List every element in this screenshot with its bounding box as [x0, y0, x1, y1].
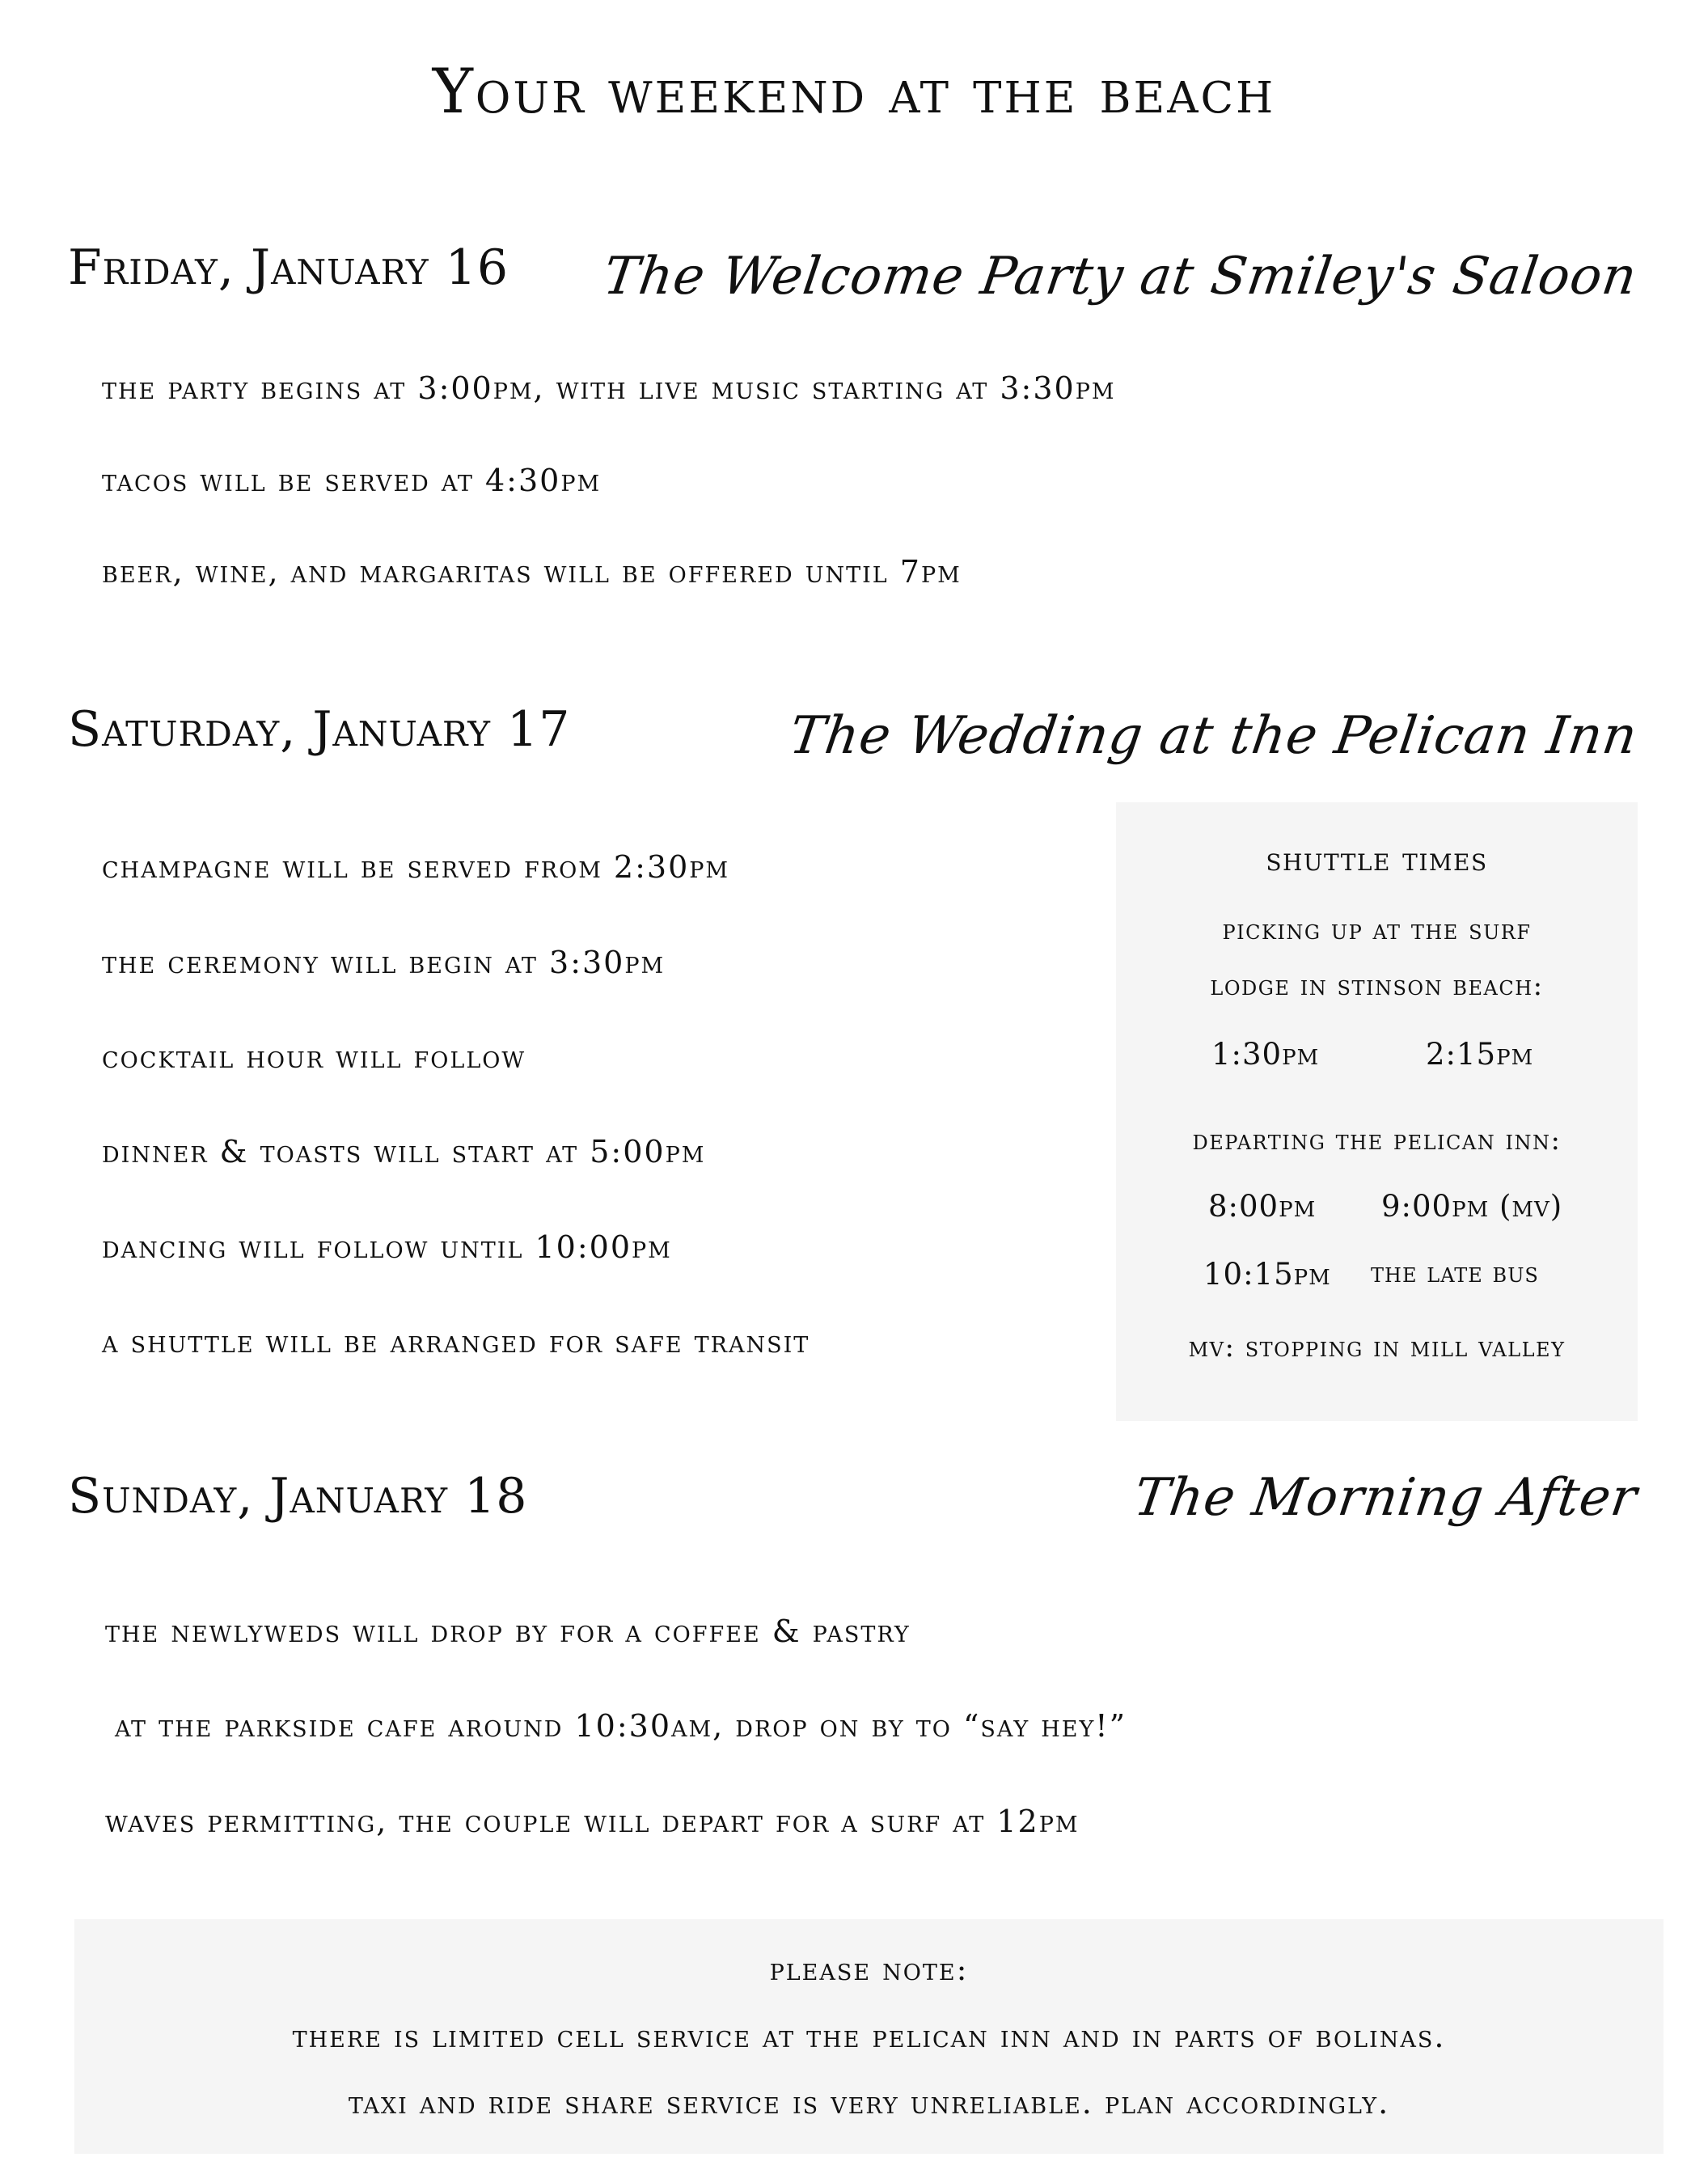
shuttle-footnote: mv: stopping in mill valley: [1188, 1331, 1566, 1364]
friday-event-title: The Welcome Party at Smiley's Saloon: [600, 247, 1642, 307]
shuttle-pickup-time: 1:30pm: [1211, 1037, 1320, 1072]
shuttle-heading: shuttle times: [1266, 841, 1488, 878]
saturday-line: the ceremony will begin at 3:30pm: [102, 945, 666, 980]
shuttle-depart-label: departing the pelican inn:: [1192, 1124, 1562, 1157]
saturday-line: a shuttle will be arranged for safe transit: [102, 1324, 810, 1360]
shuttle-depart-time: 8:00pm: [1208, 1189, 1317, 1224]
saturday-heading: Saturday, January 17: [68, 701, 571, 758]
shuttle-depart-time: 10:15pm: [1203, 1257, 1331, 1292]
saturday-event-title: The Wedding at the Pelican Inn: [785, 706, 1642, 766]
shuttle-times-box: [1116, 802, 1638, 1421]
saturday-line: dinner & toasts will start at 5:00pm: [102, 1134, 706, 1169]
note-box: [74, 1919, 1664, 2154]
saturday-line: cocktail hour will follow: [102, 1039, 526, 1075]
note-heading: please note:: [769, 1952, 969, 1987]
saturday-line: dancing will follow until 10:00pm: [102, 1229, 672, 1265]
shuttle-pickup-time: 2:15pm: [1426, 1037, 1534, 1072]
shuttle-depart-time: 9:00pm (mv): [1381, 1189, 1563, 1224]
saturday-line: champagne will be served from 2:30pm: [102, 849, 730, 885]
shuttle-pickup-line: lodge in stinson beach:: [1210, 970, 1544, 1002]
friday-heading: Friday, January 16: [68, 239, 509, 296]
friday-line: beer, wine, and margaritas will be offered until 7pm: [102, 554, 962, 590]
note-line: taxi and ride share service is very unreliable. plan accordingly.: [348, 2085, 1390, 2121]
sunday-line: waves permitting, the couple will depart for a surf at 12pm: [105, 1804, 1080, 1839]
friday-line: tacos will be served at 4:30pm: [102, 463, 602, 498]
page-title: Your weekend at the beach: [432, 55, 1276, 127]
sunday-line: at the parkside cafe around 10:30am, drop on by to “say hey!”: [115, 1708, 1127, 1744]
friday-line: the party begins at 3:00pm, with live music starting at 3:30pm: [102, 370, 1116, 406]
sunday-line: the newlyweds will drop by for a coffee & pastry: [105, 1614, 911, 1649]
note-line: there is limited cell service at the pelican inn and in parts of bolinas.: [292, 2019, 1446, 2054]
sunday-event-title: The Morning After: [1130, 1468, 1642, 1528]
shuttle-pickup-line: picking up at the surf: [1222, 914, 1532, 946]
shuttle-depart-time: the late bus: [1371, 1257, 1539, 1289]
sunday-heading: Sunday, January 18: [68, 1468, 528, 1525]
